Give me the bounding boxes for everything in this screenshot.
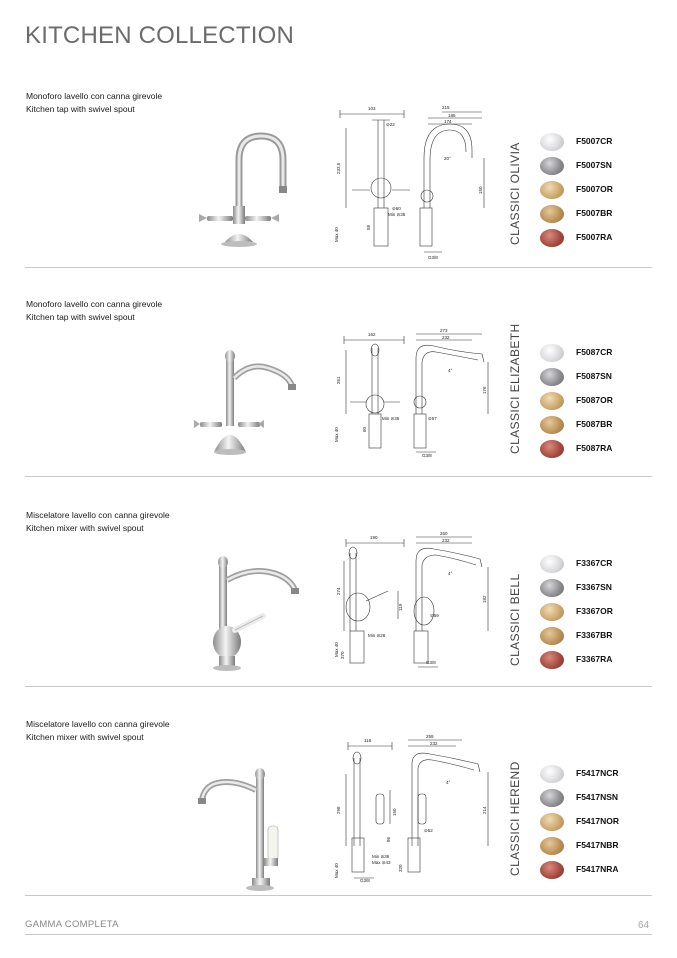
finish-code: F3367OR: [576, 606, 613, 616]
finish-code: F5417NCR: [576, 768, 619, 778]
section-divider: [25, 686, 652, 687]
technical-drawing-elizabeth: [332, 328, 502, 458]
finish-option: [540, 627, 650, 651]
svg-text:60: 60: [362, 426, 367, 432]
finish-code: F5417NRA: [576, 864, 619, 874]
svg-text:58: 58: [366, 224, 371, 230]
technical-drawing-bell: [332, 531, 502, 671]
svg-text:176: 176: [482, 386, 487, 394]
finish-option: [540, 229, 650, 253]
product-section-bell: [0, 509, 677, 719]
finish-option: [540, 651, 650, 675]
svg-text:232: 232: [430, 741, 438, 746]
finish-option: [540, 157, 650, 181]
svg-text:G3/8: G3/8: [426, 660, 436, 665]
svg-text:162: 162: [368, 332, 376, 337]
svg-text:261: 261: [336, 376, 341, 384]
description-it: Monoforo lavello con canna girevole: [26, 91, 163, 101]
svg-text:G3/8: G3/8: [422, 453, 432, 458]
svg-text:20°: 20°: [444, 156, 451, 161]
finish-option: [540, 133, 650, 157]
technical-drawing-herend: [332, 734, 502, 882]
svg-text:86: 86: [386, 836, 391, 842]
svg-text:Max 40: Max 40: [334, 427, 339, 442]
svg-text:119: 119: [398, 603, 403, 611]
svg-text:Min ⊘36: Min ⊘36: [372, 854, 390, 859]
svg-text:103: 103: [368, 106, 376, 111]
svg-text:Max 40: Max 40: [334, 863, 339, 878]
svg-text:Min ⊘35: Min ⊘35: [388, 212, 406, 217]
finish-code: F5417NBR: [576, 840, 619, 850]
swatch-gold: [540, 392, 564, 410]
finish-code: F5087RA: [576, 443, 613, 453]
finish-code: F5087CR: [576, 347, 613, 357]
svg-text:Max ⊘43: Max ⊘43: [372, 860, 391, 865]
finish-option: [540, 392, 650, 416]
svg-text:233,5: 233,5: [336, 162, 341, 174]
swatch-bronze: [540, 627, 564, 645]
svg-text:150: 150: [392, 808, 397, 816]
swatch-copper: [540, 651, 564, 669]
finish-code: F5087OR: [576, 395, 613, 405]
svg-text:Min ⊘28: Min ⊘28: [368, 633, 386, 638]
section-divider: [25, 267, 652, 268]
finish-list: [540, 555, 650, 675]
finish-list: [540, 133, 650, 253]
finish-option: [540, 344, 650, 368]
finish-option: [540, 181, 650, 205]
finish-code: F5087BR: [576, 419, 613, 429]
description-en: Kitchen tap with swivel spout: [26, 312, 135, 322]
footer-divider: [25, 934, 652, 935]
description-en: Kitchen tap with swivel spout: [26, 104, 135, 114]
finish-code: F5417NOR: [576, 816, 619, 826]
svg-text:320: 320: [398, 864, 403, 872]
swatch-gold: [540, 813, 564, 831]
svg-text:⊘22: ⊘22: [386, 122, 395, 127]
finish-code: F5007SN: [576, 160, 612, 170]
svg-text:G3/8: G3/8: [428, 255, 438, 260]
finish-option: [540, 368, 650, 392]
finish-option: [540, 440, 650, 464]
swatch-chrome: [540, 344, 564, 362]
series-name: CLASSICI HEREND: [508, 761, 522, 876]
product-section-olivia: [0, 90, 677, 300]
swatch-satin-nickel: [540, 579, 564, 597]
series-name: CLASSICI BELL: [508, 573, 522, 666]
svg-text:⊘52: ⊘52: [424, 828, 433, 833]
finish-option: [540, 555, 650, 579]
svg-text:174: 174: [444, 119, 452, 124]
finish-option: [540, 205, 650, 229]
swatch-chrome: [540, 133, 564, 151]
finish-code: F5007OR: [576, 184, 613, 194]
swatch-chrome: [540, 555, 564, 573]
svg-text:215: 215: [442, 105, 450, 110]
svg-text:Max 40: Max 40: [334, 642, 339, 657]
page-number: 64: [638, 920, 650, 931]
product-photo-elizabeth: [192, 348, 307, 458]
swatch-copper: [540, 229, 564, 247]
finish-option: [540, 603, 650, 627]
svg-text:185: 185: [448, 113, 456, 118]
svg-text:⊘60: ⊘60: [392, 206, 401, 211]
svg-text:298: 298: [336, 806, 341, 814]
product-description: [26, 298, 162, 324]
svg-text:273: 273: [440, 328, 448, 333]
svg-text:4°: 4°: [446, 780, 451, 785]
series-name: CLASSICI OLIVIA: [508, 142, 522, 245]
svg-text:260: 260: [440, 531, 448, 536]
finish-code: F3367SN: [576, 582, 612, 592]
product-description: [26, 90, 162, 116]
finish-code: F5087SN: [576, 371, 612, 381]
svg-text:4°: 4°: [448, 571, 453, 576]
product-photo-bell: [205, 554, 305, 674]
svg-text:190: 190: [370, 535, 378, 540]
swatch-bronze: [540, 837, 564, 855]
svg-text:150: 150: [478, 186, 483, 194]
description-en: Kitchen mixer with swivel spout: [26, 732, 144, 742]
finish-list: [540, 765, 650, 885]
swatch-gold: [540, 181, 564, 199]
swatch-satin-nickel: [540, 157, 564, 175]
swatch-satin-nickel: [540, 789, 564, 807]
page-title: KITCHEN COLLECTION: [25, 22, 294, 49]
swatch-bronze: [540, 416, 564, 434]
product-description: [26, 509, 170, 535]
description-it: Miscelatore lavello con canna girevole: [26, 719, 170, 729]
swatch-copper: [540, 861, 564, 879]
finish-code: F5007CR: [576, 136, 613, 146]
svg-text:232: 232: [442, 538, 450, 543]
svg-text:G3/8: G3/8: [360, 878, 370, 882]
finish-list: [540, 344, 650, 464]
svg-text:370: 370: [340, 651, 345, 659]
product-section-herend: [0, 718, 677, 928]
swatch-satin-nickel: [540, 368, 564, 386]
description-it: Monoforo lavello con canna girevole: [26, 299, 163, 309]
svg-text:Max 40: Max 40: [334, 227, 339, 242]
finish-option: [540, 789, 650, 813]
finish-option: [540, 813, 650, 837]
finish-option: [540, 765, 650, 789]
svg-text:232: 232: [442, 335, 450, 340]
finish-code: F5417NSN: [576, 792, 619, 802]
finish-code: F3367BR: [576, 630, 613, 640]
series-name: CLASSICI ELIZABETH: [508, 323, 522, 454]
finish-code: F5007BR: [576, 208, 613, 218]
svg-text:⊘57: ⊘57: [428, 416, 437, 421]
svg-text:Min ⊘35: Min ⊘35: [382, 416, 400, 421]
finish-option: [540, 861, 650, 885]
finish-option: [540, 837, 650, 861]
swatch-gold: [540, 603, 564, 621]
description-it: Miscelatore lavello con canna girevole: [26, 510, 170, 520]
svg-text:259: 259: [426, 734, 434, 739]
section-divider: [25, 895, 652, 896]
product-photo-herend: [198, 766, 298, 896]
finish-option: [540, 579, 650, 603]
svg-text:⊘59: ⊘59: [430, 613, 439, 618]
description-en: Kitchen mixer with swivel spout: [26, 523, 144, 533]
finish-code: F5007RA: [576, 232, 613, 242]
svg-text:4°: 4°: [448, 368, 453, 373]
footer-label: GAMMA COMPLETA: [25, 919, 119, 930]
svg-text:118: 118: [364, 738, 372, 743]
svg-text:182: 182: [482, 595, 487, 603]
swatch-bronze: [540, 205, 564, 223]
product-photo-olivia: [195, 130, 315, 250]
finish-code: F3367CR: [576, 558, 613, 568]
section-divider: [25, 476, 652, 477]
technical-drawing-olivia: [332, 98, 502, 260]
swatch-copper: [540, 440, 564, 458]
svg-text:274: 274: [336, 587, 341, 595]
product-description: [26, 718, 170, 744]
finish-option: [540, 416, 650, 440]
svg-text:214: 214: [482, 806, 487, 814]
swatch-chrome: [540, 765, 564, 783]
finish-code: F3367RA: [576, 654, 613, 664]
